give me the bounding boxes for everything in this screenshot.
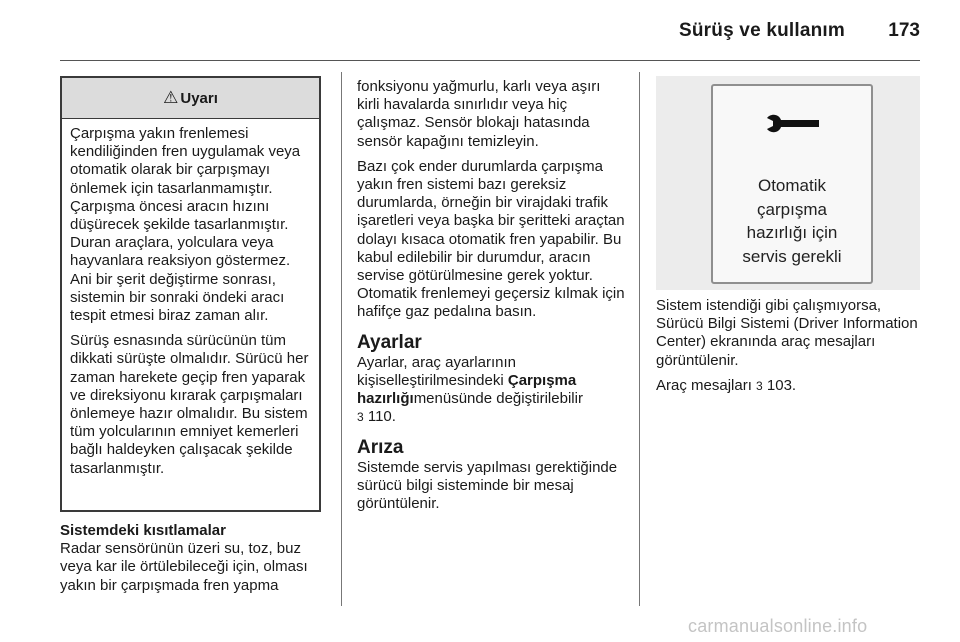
paragraph-driver-info: Sistem istendiği gibi çalışmıyorsa, Sürücü Bilgi Sistemi (Driver Information Center) ekranında araç mesajları görüntülenir.: [656, 297, 918, 369]
message-display-illustration: [656, 76, 920, 290]
warning-paragraph-2: Sürüş esnasında sürücünün tüm dikkati sürüşte olmalıdır. Sürücü her zaman harekete geçip fren yaparak ve direksiyonu kırarak çarpışmaları önlemeye hazır olmalıdır. Bu sistem tüm yolcularının emniyet kemerleri bağlı haldeyken çalışacak şekilde tasarlanmıştır.: [70, 332, 309, 477]
message-display-screen: [711, 84, 873, 284]
column-divider-right: [639, 72, 640, 606]
settings-text-after: menüsünde değiştirilebilir: [413, 390, 583, 408]
page-ref-icon: 3: [357, 410, 364, 425]
middle-column: [357, 78, 625, 520]
message-line: servis gerekli: [742, 246, 842, 266]
limitations-heading: Sistemdeki kısıtlamalar: [60, 522, 226, 539]
section-title-settings: Ayarlar: [357, 331, 422, 353]
column-divider-left: [341, 72, 342, 606]
limitations-text: Radar sensörünün üzeri su, toz, buz veya kar ile örtülebileceği için, olması yakın bir çarpışmada fren yapma: [60, 540, 308, 594]
settings-text-before: Ayarlar, araç ayarlarının kişiselleştirilmesindeki: [357, 353, 516, 390]
warning-triangle-icon: ⚠: [163, 88, 179, 107]
vehicle-messages-label: Araç mesajları: [656, 376, 752, 394]
warning-box: [60, 76, 321, 512]
message-display-text: [713, 174, 871, 268]
vehicle-messages-page-ref: 103.: [766, 376, 797, 394]
right-column: [656, 297, 920, 402]
warning-paragraph-1: Çarpışma yakın frenlemesi kendiliğinden fren uygulamak veya otomatik olarak bir çarpışmayı önlemek için tasarlanmamıştır. Çarpışma öncesi aracın hızını düşürecek şekilde tasarlanmıştır. Duran araçlara, yolculara veya hayvanlara reaksiyon göstermez. Ani bir şerit değiştirme sonrası, sistemin bir sonraki öndeki aracı tespit etmesi biraz zaman alır.: [70, 125, 301, 325]
header-rule: [60, 60, 920, 61]
settings-menu-name: Çarpışma hazırlığı: [357, 372, 577, 408]
limitations-section: [60, 522, 330, 595]
message-line: hazırlığı için: [746, 223, 838, 242]
page-ref-icon: 3: [756, 378, 763, 393]
message-line: çarpışma: [757, 199, 827, 219]
settings-text: [357, 354, 625, 427]
watermark: carmanualsonline.info: [688, 616, 868, 636]
page-header-title: Sürüş ve kullanım: [678, 20, 845, 41]
section-title-fault: Arıza: [357, 436, 404, 458]
warning-title: Uyarı: [180, 89, 218, 107]
paragraph-sensor: fonksiyonu yağmurlu, karlı veya aşırı kirli havalarda sınırlıdır veya hiç çalışmaz. Sensör blokajı hatasında sensör kapağını temizleyin.: [357, 78, 601, 150]
warning-header: [62, 78, 319, 119]
page-number: 173: [888, 20, 920, 41]
fault-text: Sistemde servis yapılması gerektiğinde sürücü bilgi sisteminde bir mesaj görüntülenir.: [357, 458, 618, 513]
vehicle-messages-ref: [656, 377, 920, 395]
warning-body: [62, 119, 319, 478]
settings-page-ref: 110.: [367, 408, 396, 426]
message-line: Otomatik: [757, 176, 827, 195]
paragraph-unnecessary-braking: Bazı çok ender durumlarda çarpışma yakın fren sistemi bazı gereksiz durumlarda, örneğin bir virajdaki trafik işaretleri veya başka bir şeritteki araçtan dolayı kısaca otomatik fren yapabilir. Bu kabul edilebilir bir durumdur, aracın servise götürülmesine gerek yoktur. Otomatik frenlemeyi geçersiz kılmak için hafifçe gaz pedalına basın.: [357, 157, 625, 321]
wrench-icon: [765, 114, 821, 134]
